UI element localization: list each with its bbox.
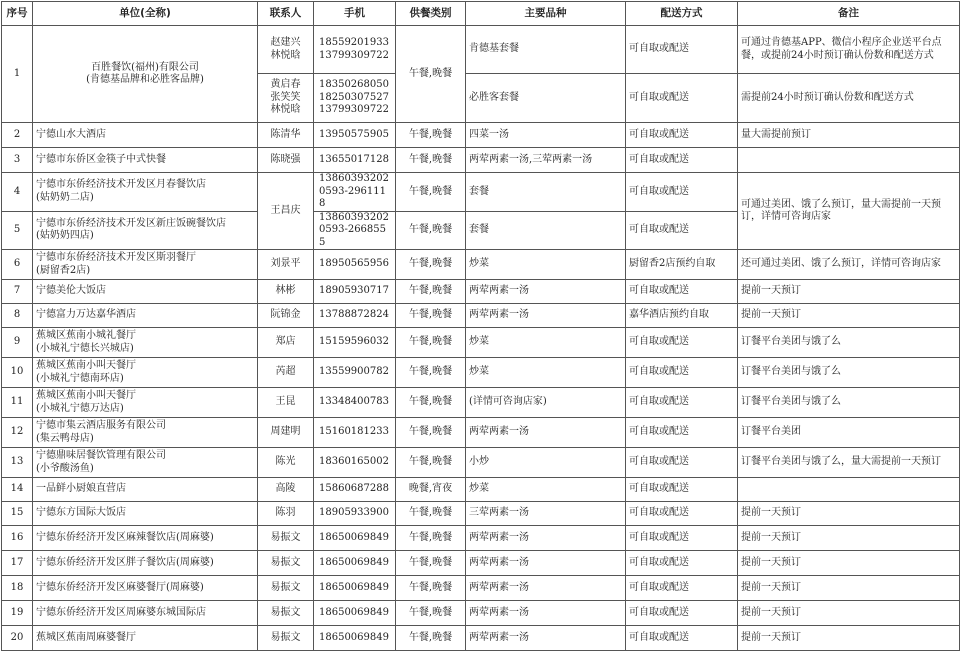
row-phone: 15160181233 <box>314 418 396 448</box>
row-contact: 王昆 <box>258 388 314 418</box>
row-contact: 郑店 <box>258 328 314 358</box>
row-note: 订餐平台美团与饿了么 <box>738 358 960 388</box>
row-meal: 午餐,晚餐 <box>396 626 466 651</box>
row-variety: 三荤两素一汤 <box>466 502 626 526</box>
row-no: 1 <box>2 26 33 123</box>
row-no: 3 <box>2 148 33 173</box>
unit-line: 蕉城区蕉南小城礼餐厅 <box>36 330 136 341</box>
row-meal: 午餐,晚餐 <box>396 502 466 526</box>
row-unit <box>33 211 258 250</box>
table-row <box>2 358 960 388</box>
row-phone: 18650069849 <box>314 551 396 576</box>
row-unit <box>33 448 258 478</box>
row-contact <box>258 74 314 123</box>
table-row <box>2 551 960 576</box>
row-meal: 午餐,晚餐 <box>396 211 466 250</box>
row-no: 10 <box>2 358 33 388</box>
row-note <box>738 478 960 502</box>
row-unit: 宁德市东侨区金筷子中式快餐 <box>33 148 258 173</box>
row-meal: 午餐,晚餐 <box>396 358 466 388</box>
row-no: 6 <box>2 250 33 280</box>
row-delivery: 可自取或配送 <box>626 626 738 651</box>
row-variety: 套餐 <box>466 173 626 212</box>
row-meal: 午餐,晚餐 <box>396 601 466 626</box>
row-phone <box>314 74 396 123</box>
row-meal: 午餐,晚餐 <box>396 123 466 148</box>
table-row <box>2 478 960 502</box>
row-meal: 午餐,晚餐 <box>396 280 466 304</box>
row-delivery: 可自取或配送 <box>626 526 738 551</box>
row-phone: 13559900782 <box>314 358 396 388</box>
row-no: 19 <box>2 601 33 626</box>
row-contact: 芮超 <box>258 358 314 388</box>
row-contact: 易振文 <box>258 576 314 601</box>
table-row <box>2 502 960 526</box>
table-row <box>2 173 960 212</box>
row-unit: 宁德东侨经济开发区麻辣餐饮店(周麻婆) <box>33 526 258 551</box>
row-contact: 王昌庆 <box>258 173 314 250</box>
phone-line: 18350268050 <box>319 79 389 91</box>
row-note: 可通过美团、饿了么预订，量大需提前一天预订，详情可咨询店家 <box>738 173 960 250</box>
phone-line: 0593-2668555 <box>319 224 387 248</box>
unit-line: (小爷酸汤鱼) <box>36 462 94 474</box>
row-note: 提前一天预订 <box>738 304 960 328</box>
row-phone: 13950575905 <box>314 123 396 148</box>
unit-line: 宁德市东侨经济技术开发区斯羽餐厅 <box>36 252 196 263</box>
row-meal: 午餐,晚餐 <box>396 26 466 123</box>
row-variety: 小炒 <box>466 448 626 478</box>
row-delivery: 可自取或配送 <box>626 26 738 74</box>
row-phone: 13788872824 <box>314 304 396 328</box>
row-delivery: 可自取或配送 <box>626 211 738 250</box>
row-meal: 午餐,晚餐 <box>396 148 466 173</box>
unit-line: 宁德市东侨经济技术开发区新庄饭碗餐饮店 <box>36 217 226 229</box>
phone-line: 13799309722 <box>319 49 389 61</box>
row-unit <box>33 358 258 388</box>
header-phone: 手机 <box>314 2 396 26</box>
row-unit: 宁德东侨经济开发区麻婆餐厅(周麻婆) <box>33 576 258 601</box>
restaurant-table <box>1 1 960 651</box>
row-variety: (详情可咨询店家) <box>466 388 626 418</box>
row-contact: 易振文 <box>258 551 314 576</box>
phone-line: 18250307527 <box>319 91 389 103</box>
row-phone: 18905930717 <box>314 280 396 304</box>
table-row <box>2 388 960 418</box>
row-unit <box>33 250 258 280</box>
unit-line: (小城礼宁德万达店) <box>36 402 124 414</box>
row-variety: 两荤两素一汤 <box>466 551 626 576</box>
table-row <box>2 626 960 651</box>
row-unit: 宁德东侨经济开发区胖子餐饮店(周麻婆) <box>33 551 258 576</box>
row-phone: 18650069849 <box>314 601 396 626</box>
row-note: 提前一天预订 <box>738 526 960 551</box>
row-phone: 18650069849 <box>314 526 396 551</box>
row-no: 17 <box>2 551 33 576</box>
table-row <box>2 328 960 358</box>
row-contact <box>258 26 314 74</box>
row-note: 提前一天预订 <box>738 551 960 576</box>
row-variety: 炒菜 <box>466 328 626 358</box>
row-contact: 林彬 <box>258 280 314 304</box>
table-row <box>2 601 960 626</box>
row-no: 7 <box>2 280 33 304</box>
row-variety: 两荤两素一汤 <box>466 526 626 551</box>
row-delivery: 可自取或配送 <box>626 388 738 418</box>
row-unit: 一品鲜小厨娘直营店 <box>33 478 258 502</box>
row-no: 20 <box>2 626 33 651</box>
row-phone: 18650069849 <box>314 576 396 601</box>
row-note: 可通过肯德基APP、微信小程序企业送平台点餐，或提前24小时预订确认份数和配送方式 <box>738 26 960 74</box>
row-no: 13 <box>2 448 33 478</box>
row-phone: 18950565956 <box>314 250 396 280</box>
row-contact: 周建明 <box>258 418 314 448</box>
row-delivery: 可自取或配送 <box>626 173 738 212</box>
row-delivery: 可自取或配送 <box>626 601 738 626</box>
row-variety: 肯德基套餐 <box>466 26 626 74</box>
row-phone: 18360165002 <box>314 448 396 478</box>
row-meal: 午餐,晚餐 <box>396 388 466 418</box>
row-unit: 蕉城区蕉南周麻婆餐厅 <box>33 626 258 651</box>
row-no: 15 <box>2 502 33 526</box>
row-unit <box>33 26 258 123</box>
row-unit: 宁德东方国际大饭店 <box>33 502 258 526</box>
row-delivery: 可自取或配送 <box>626 74 738 123</box>
unit-line: (姑奶奶四店) <box>36 230 94 242</box>
row-variety: 两荤两素一汤,三荤两素一汤 <box>466 148 626 173</box>
unit-line: 蕉城区蕉南小叫天餐厅 <box>36 360 136 371</box>
table-row <box>2 250 960 280</box>
header-unit: 单位(全称) <box>33 2 258 26</box>
row-contact: 易振文 <box>258 526 314 551</box>
row-contact: 陈清华 <box>258 123 314 148</box>
row-note: 提前一天预订 <box>738 626 960 651</box>
row-note: 提前一天预订 <box>738 576 960 601</box>
phone-line: 0593-2961118 <box>319 185 387 209</box>
phone-line: 13860393202 <box>319 173 389 184</box>
row-phone: 15860687288 <box>314 478 396 502</box>
table-row <box>2 26 960 74</box>
table-row <box>2 418 960 448</box>
header-note: 备注 <box>738 2 960 26</box>
row-no: 2 <box>2 123 33 148</box>
row-no: 11 <box>2 388 33 418</box>
row-contact: 高陵 <box>258 478 314 502</box>
row-variety: 两荤两素一汤 <box>466 280 626 304</box>
row-unit <box>33 418 258 448</box>
row-delivery: 可自取或配送 <box>626 418 738 448</box>
unit-line: (小城礼宁德南环店) <box>36 372 124 384</box>
contact-line: 张笑笑 <box>270 91 301 103</box>
contact-line: 林悦晗 <box>270 104 301 116</box>
phone-line: 18559201933 <box>319 37 389 48</box>
row-contact: 易振文 <box>258 626 314 651</box>
row-meal: 午餐,晚餐 <box>396 418 466 448</box>
row-variety: 四菜一汤 <box>466 123 626 148</box>
row-unit: 宁德东侨经济开发区周麻婆东城国际店 <box>33 601 258 626</box>
row-contact: 阮锦金 <box>258 304 314 328</box>
row-note: 订餐平台美团 <box>738 418 960 448</box>
table-row <box>2 304 960 328</box>
table-row <box>2 280 960 304</box>
row-delivery: 可自取或配送 <box>626 358 738 388</box>
row-variety: 套餐 <box>466 211 626 250</box>
table-row <box>2 448 960 478</box>
table-header-row <box>2 2 960 26</box>
row-no: 9 <box>2 328 33 358</box>
row-unit: 宁德山水大酒店 <box>33 123 258 148</box>
row-note: 订餐平台美团与饿了么 <box>738 328 960 358</box>
row-phone <box>314 26 396 74</box>
table-row <box>2 526 960 551</box>
row-note: 提前一天预订 <box>738 502 960 526</box>
row-unit <box>33 388 258 418</box>
row-delivery: 可自取或配送 <box>626 328 738 358</box>
row-no: 16 <box>2 526 33 551</box>
row-delivery: 可自取或配送 <box>626 551 738 576</box>
row-meal: 午餐,晚餐 <box>396 551 466 576</box>
row-no: 4 <box>2 173 33 212</box>
row-delivery: 可自取或配送 <box>626 478 738 502</box>
contact-line: 黄启春 <box>270 79 301 91</box>
row-note: 提前一天预订 <box>738 280 960 304</box>
row-variety: 两荤两素一汤 <box>466 626 626 651</box>
row-phone: 13348400783 <box>314 388 396 418</box>
row-contact: 陈光 <box>258 448 314 478</box>
row-no: 5 <box>2 211 33 250</box>
contact-line: 赵建兴 <box>270 37 301 48</box>
row-phone: 18650069849 <box>314 626 396 651</box>
unit-line: 宁德市集云酒店服务有限公司 <box>36 420 166 431</box>
row-contact: 陈羽 <box>258 502 314 526</box>
header-variety: 主要品种 <box>466 2 626 26</box>
row-delivery: 嘉华酒店预约自取 <box>626 304 738 328</box>
row-meal: 午餐,晚餐 <box>396 250 466 280</box>
row-meal: 午餐,晚餐 <box>396 304 466 328</box>
row-note: 需提前24小时预订确认份数和配送方式 <box>738 74 960 123</box>
phone-line: 13799309722 <box>319 104 389 116</box>
row-delivery: 可自取或配送 <box>626 280 738 304</box>
row-delivery: 可自取或配送 <box>626 502 738 526</box>
row-note: 量大需提前预订 <box>738 123 960 148</box>
row-variety: 两荤两素一汤 <box>466 576 626 601</box>
row-variety: 必胜客套餐 <box>466 74 626 123</box>
row-meal: 午餐,晚餐 <box>396 448 466 478</box>
row-delivery: 可自取或配送 <box>626 123 738 148</box>
row-note: 还可通过美团、饿了么预订，详情可咨询店家 <box>738 250 960 280</box>
row-meal: 午餐,晚餐 <box>396 328 466 358</box>
row-variety: 炒菜 <box>466 478 626 502</box>
row-variety: 炒菜 <box>466 358 626 388</box>
row-phone <box>314 211 396 250</box>
header-no: 序号 <box>2 2 33 26</box>
contact-line: 林悦晗 <box>270 49 301 61</box>
row-no: 18 <box>2 576 33 601</box>
row-contact: 刘景平 <box>258 250 314 280</box>
row-phone <box>314 173 396 212</box>
row-delivery: 可自取或配送 <box>626 576 738 601</box>
row-delivery: 可自取或配送 <box>626 448 738 478</box>
header-meal: 供餐类别 <box>396 2 466 26</box>
row-contact: 易振文 <box>258 601 314 626</box>
row-note <box>738 148 960 173</box>
unit-line: (肯德基品牌和必胜客品牌) <box>86 74 204 85</box>
row-delivery: 厨留香2店预约自取 <box>626 250 738 280</box>
row-meal: 午餐,晚餐 <box>396 526 466 551</box>
unit-line: 宁德鼎味居餐饮管理有限公司 <box>36 450 166 461</box>
unit-line: 宁德市东侨经济技术开发区月春餐饮店 <box>36 179 206 191</box>
table-row <box>2 576 960 601</box>
row-unit: 宁德美伦大饭店 <box>33 280 258 304</box>
unit-line: (姑奶奶二店) <box>36 191 94 203</box>
row-no: 8 <box>2 304 33 328</box>
row-contact: 陈晓强 <box>258 148 314 173</box>
header-delivery: 配送方式 <box>626 2 738 26</box>
row-variety: 两荤两素一汤 <box>466 601 626 626</box>
table-row <box>2 148 960 173</box>
row-delivery: 可自取或配送 <box>626 148 738 173</box>
unit-line: 蕉城区蕉南小叫天餐厅 <box>36 390 136 401</box>
phone-line: 13860393202 <box>319 211 389 223</box>
row-unit: 宁德富力万达嘉华酒店 <box>33 304 258 328</box>
row-note: 提前一天预订 <box>738 601 960 626</box>
row-phone: 18905933900 <box>314 502 396 526</box>
row-meal: 晚餐,宵夜 <box>396 478 466 502</box>
row-note: 订餐平台美团与饿了么，量大需提前一天预订 <box>738 448 960 478</box>
row-variety: 两荤两素一汤 <box>466 418 626 448</box>
unit-line: 百胜餐饮(福州)有限公司 <box>91 61 199 73</box>
header-contact: 联系人 <box>258 2 314 26</box>
row-phone: 15159596032 <box>314 328 396 358</box>
row-note: 订餐平台美团与饿了么 <box>738 388 960 418</box>
table-row <box>2 123 960 148</box>
row-variety: 两荤两素一汤 <box>466 304 626 328</box>
row-no: 12 <box>2 418 33 448</box>
unit-line: (厨留香2店) <box>36 264 91 276</box>
row-unit <box>33 173 258 212</box>
unit-line: (小城礼宁德长兴城店) <box>36 342 134 354</box>
row-meal: 午餐,晚餐 <box>396 173 466 212</box>
row-unit <box>33 328 258 358</box>
unit-line: (集云鸭母店) <box>36 432 94 444</box>
row-phone: 13655017128 <box>314 148 396 173</box>
row-no: 14 <box>2 478 33 502</box>
row-variety: 炒菜 <box>466 250 626 280</box>
row-meal: 午餐,晚餐 <box>396 576 466 601</box>
